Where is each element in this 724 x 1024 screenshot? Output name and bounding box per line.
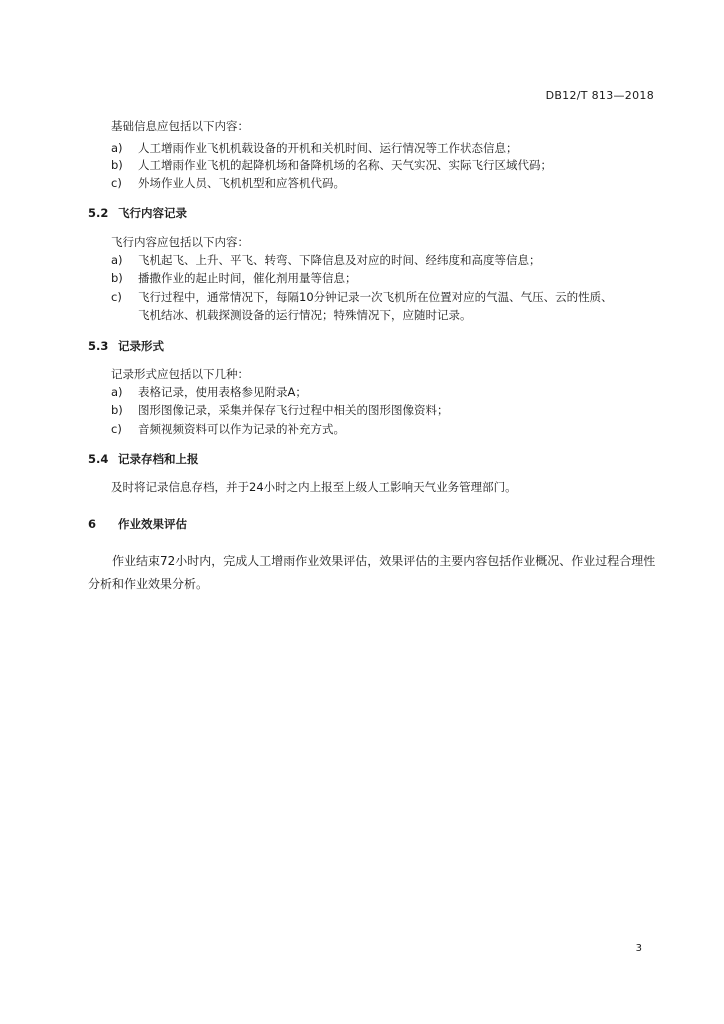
s52-item-b — [111, 270, 357, 286]
section-title: 飞行内容记录 — [118, 206, 187, 220]
item-text: 播撒作业的起止时间，催化剂用量等信息； — [138, 271, 357, 285]
item-text: 飞机起飞、上升、平飞、转弯、下降信息及对应的时间、经纬度和高度等信息； — [138, 253, 541, 267]
item-marker: b) — [111, 158, 123, 172]
section-6-heading — [88, 516, 187, 532]
s53-item-c — [111, 421, 345, 437]
item-text: 音频视频资料可以作为记录的补充方式。 — [138, 422, 345, 436]
item-marker: c) — [111, 176, 122, 190]
item-marker: c) — [111, 422, 122, 436]
item-text: 人工增雨作业飞机机载设备的开机和关机时间、运行情况等工作状态信息； — [138, 141, 518, 155]
page-number: 3 — [635, 943, 642, 954]
section-number: 5.2 — [88, 206, 109, 220]
item-text: 表格记录，使用表格参见附录A； — [138, 385, 307, 399]
item-text: 飞行过程中，通常情况下，每隔10分钟记录一次飞机所在位置对应的气温、气压、云的性质、 — [138, 290, 613, 304]
section-number: 5.4 — [88, 452, 109, 466]
section-title: 记录存档和上报 — [118, 452, 199, 466]
section-number: 6 — [88, 517, 97, 531]
s51-item-c — [111, 175, 345, 191]
section-5-3-heading — [88, 338, 164, 354]
item-marker: a) — [111, 141, 123, 155]
section-5-2-heading — [88, 205, 187, 221]
item-text: 人工增雨作业飞机的起降机场和备降机场的名称、天气实况、实际飞行区域代码； — [138, 158, 552, 172]
s53-item-b — [111, 402, 449, 418]
item-marker: a) — [111, 253, 123, 267]
s51-item-a — [111, 140, 518, 156]
item-text: 图形图像记录，采集并保存飞行过程中相关的图形图像资料； — [138, 403, 449, 417]
item-text: 外场作业人员、飞机机型和应答机代码。 — [138, 176, 345, 190]
standard-number: DB12/T 813—2018 — [545, 89, 654, 102]
s52-item-c — [111, 289, 613, 305]
s53-intro: 记录形式应包括以下几种： — [111, 367, 249, 381]
s51-item-b — [111, 157, 552, 173]
item-marker: b) — [111, 271, 123, 285]
item-marker: b) — [111, 403, 123, 417]
s6-text: 作业结束72小时内，完成人工增雨作业效果评估，效果评估的主要内容包括作业概况、作业过程合理性分析和作业效果分析。 — [88, 554, 656, 591]
section-5-4-heading — [88, 451, 199, 467]
section-number: 5.3 — [88, 339, 109, 353]
s52-intro: 飞行内容应包括以下内容： — [111, 235, 249, 249]
section-title: 记录形式 — [118, 339, 164, 353]
section-title: 作业效果评估 — [118, 517, 187, 531]
s52-item-c-continuation: 飞机结冰、机载探测设备的运行情况；特殊情况下，应随时记录。 — [138, 308, 472, 322]
s54-text: 及时将记录信息存档，并于24小时之内上报至上级人工影响天气业务管理部门。 — [111, 480, 517, 494]
s52-item-a — [111, 252, 541, 268]
s51-intro: 基础信息应包括以下内容： — [111, 119, 249, 133]
item-marker: a) — [111, 385, 123, 399]
s53-item-a — [111, 384, 307, 400]
item-marker: c) — [111, 290, 122, 304]
